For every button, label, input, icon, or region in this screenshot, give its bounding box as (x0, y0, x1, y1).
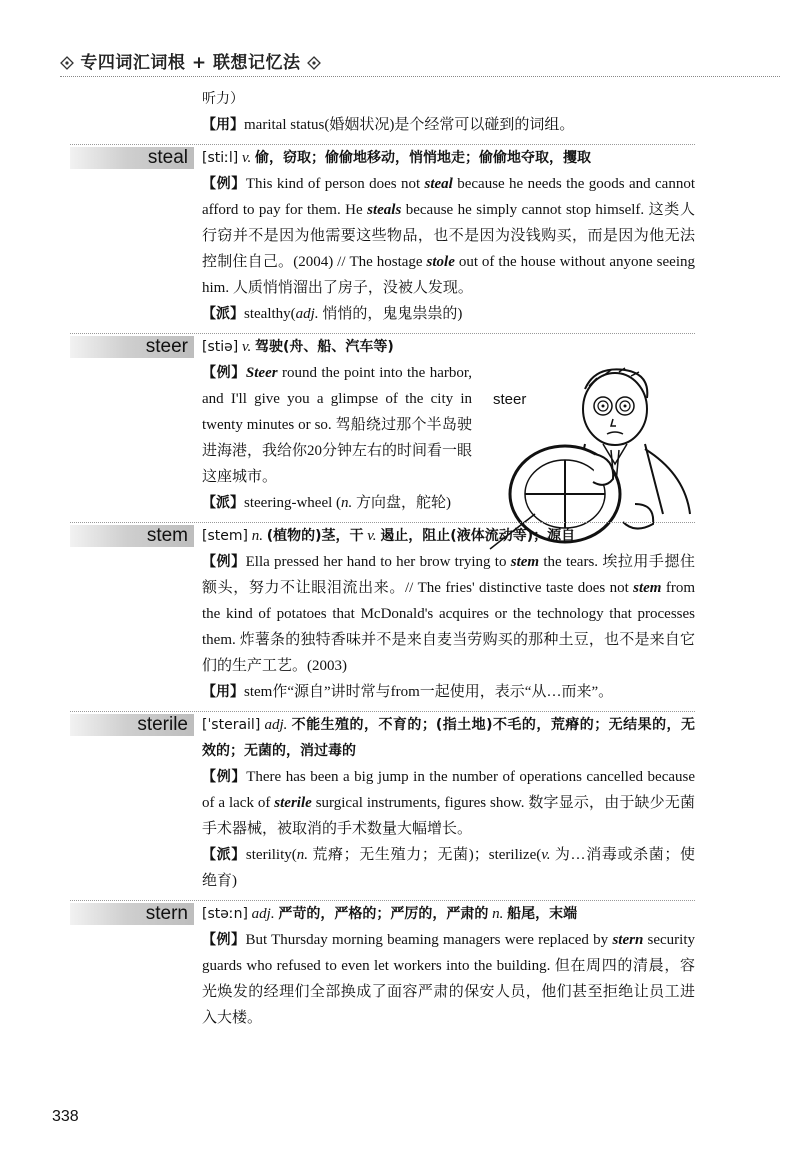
definition: 严苛的，严格的；严厉的，严肃的 (278, 906, 489, 922)
phonetic: [stiːl] (202, 150, 239, 166)
headword: stern (145, 903, 188, 924)
headword: stem (146, 525, 188, 546)
illustration-caption: steer (493, 391, 527, 408)
keyword: stole (426, 254, 455, 270)
entry-head (70, 144, 695, 171)
entry-head (70, 522, 695, 549)
derivative-label: 【派】 (202, 495, 244, 511)
headword-bar (70, 525, 194, 547)
dictionary-content (70, 86, 695, 1031)
steer-body (70, 360, 695, 516)
entry-head (70, 333, 695, 360)
derivative-block: 【派】steering-wheel (n. 方向盘，舵轮) (202, 495, 452, 511)
part-of-speech: v. (367, 528, 377, 544)
definition: (植物的)茎，干 (266, 528, 364, 544)
entry-definition-line (202, 903, 577, 925)
headword-bar (70, 147, 194, 169)
entry-steal (70, 144, 695, 327)
definition: 遏止，阻止(液体流动等)；源自 (380, 528, 576, 544)
example-block: 【例】Ella pressed her hand to her brow trying to stem the tears. 埃拉用手摁住额头，努力不让眼泪流出来。// The fries' distinctive taste does not stem from the kind of potatoes that McDonald's acquires or the technology that processes them. 炸薯条的独特香味并不是来自麦当劳购买的那种土豆，也不是来自它们的生产工艺。(2003) (202, 554, 695, 674)
continuation-line: 听力） (202, 91, 244, 107)
example-label: 【例】 (202, 365, 246, 381)
header-rule (60, 76, 780, 77)
keyword: stem (510, 554, 540, 570)
definition: 船尾，末端 (507, 906, 578, 922)
page-header (60, 44, 780, 80)
phonetic: [stem] (202, 528, 248, 544)
entry-steer (70, 333, 695, 516)
definition: 偷，窃取；偷偷地移动，悄悄地走；偷偷地夺取，攫取 (255, 150, 591, 166)
entry-definition-line (202, 525, 575, 547)
example-block: 【例】But Thursday morning beaming managers were replaced by stern security guards who refused to even let workers into the building. 但在周四的清晨，容光焕发的经理们全部换成了面容严肃的保安人员，他们甚至拒绝让员工进入大楼。 (202, 932, 696, 1026)
example-block: 【例】There has been a big jump in the number of operations cancelled because of a lack of sterile surgical instruments, figures show. 数字显示，由于缺少无菌手术器械，被取消的手术数量大幅增长。 (202, 769, 695, 837)
page-number: 338 (52, 1108, 79, 1125)
part-of-speech: n. (251, 528, 263, 544)
ornament-icon (307, 56, 321, 70)
keyword: sterile (274, 795, 312, 811)
part-of-speech: v. (241, 339, 252, 355)
derivative-block: 【派】sterility(n. 荒瘠；无生殖力；无菌)；sterilize(v. 为…消毒或杀菌；使绝育) (202, 847, 696, 889)
entry-definition-line (202, 336, 394, 358)
example-block: 【例】Steer round the point into the harbor, and I'll give you a glimpse of the city in twenty minutes or so. 驾船绕过那个半岛驶进海港，我给你20分钟左右的时间看一眼这座城市。 (202, 365, 473, 485)
example-label: 【例】 (202, 554, 246, 570)
example-label: 【例】 (202, 176, 246, 192)
header-title-row (60, 48, 321, 73)
keyword: steals (367, 202, 402, 218)
headword-bar (70, 336, 194, 358)
entry-stern (70, 900, 695, 1031)
phonetic: [ˈsterail] (202, 717, 261, 733)
example-block: 【例】This kind of person does not steal because he needs the goods and cannot afford to pay for them. He steals because he simply cannot stop himself. 这类人行窃并不是因为他需要这些物品，也不是因为没钱购买，而是因为他无法控制住自己。(2004) // The hostage stole out of the house without anyone seeing him. 人质悄悄溜出了房子，没被人发现。 (202, 176, 695, 296)
headword-bar (70, 903, 194, 925)
definition: 驾驶(舟、船、汽车等) (255, 339, 394, 355)
derivative-block: 【派】stealthy(adj. 悄悄的，鬼鬼祟祟的) (202, 306, 463, 322)
example-label: 【例】 (202, 932, 246, 948)
usage-note (202, 112, 695, 138)
part-of-speech: n. (492, 906, 504, 922)
derivative-label: 【派】 (202, 306, 244, 322)
usage-label: 【用】 (202, 117, 244, 133)
ornament-icon (60, 56, 74, 70)
keyword: Steer (245, 365, 278, 381)
keyword: stern (612, 932, 644, 948)
entry-sterile (70, 711, 695, 894)
usage-text: marital status(婚姻状况)是个经常可以碰到的词组。 (244, 117, 575, 133)
phonetic: [stəːn] (202, 906, 248, 922)
usage-block: 【用】stem作“源自”讲时常与from一起使用，表示“从…而来”。 (202, 684, 614, 700)
phonetic: [stiə] (202, 339, 239, 355)
derivative-label: 【派】 (202, 847, 246, 863)
keyword: steal (424, 176, 453, 192)
header-title: 专四词汇词根 + 联想记忆法 (80, 53, 301, 73)
keyword: stem (633, 580, 662, 596)
part-of-speech: adj. (264, 717, 288, 733)
headword: steal (147, 147, 188, 168)
entry-head (70, 900, 695, 927)
entry-head (70, 711, 695, 764)
headword: sterile (137, 714, 188, 735)
part-of-speech: v. (241, 150, 252, 166)
part-of-speech: adj. (251, 906, 275, 922)
example-label: 【例】 (202, 769, 247, 785)
entry-stem (70, 522, 695, 705)
definition: 不能生殖的，不育的；(指土地)不毛的，荒瘠的；无结果的，无效的；无菌的，消过毒的 (202, 717, 696, 759)
usage-label: 【用】 (202, 684, 244, 700)
headword: steer (145, 336, 188, 357)
entry-definition-line (202, 147, 591, 169)
entry-definition-line (202, 712, 695, 764)
headword-bar (70, 714, 194, 736)
